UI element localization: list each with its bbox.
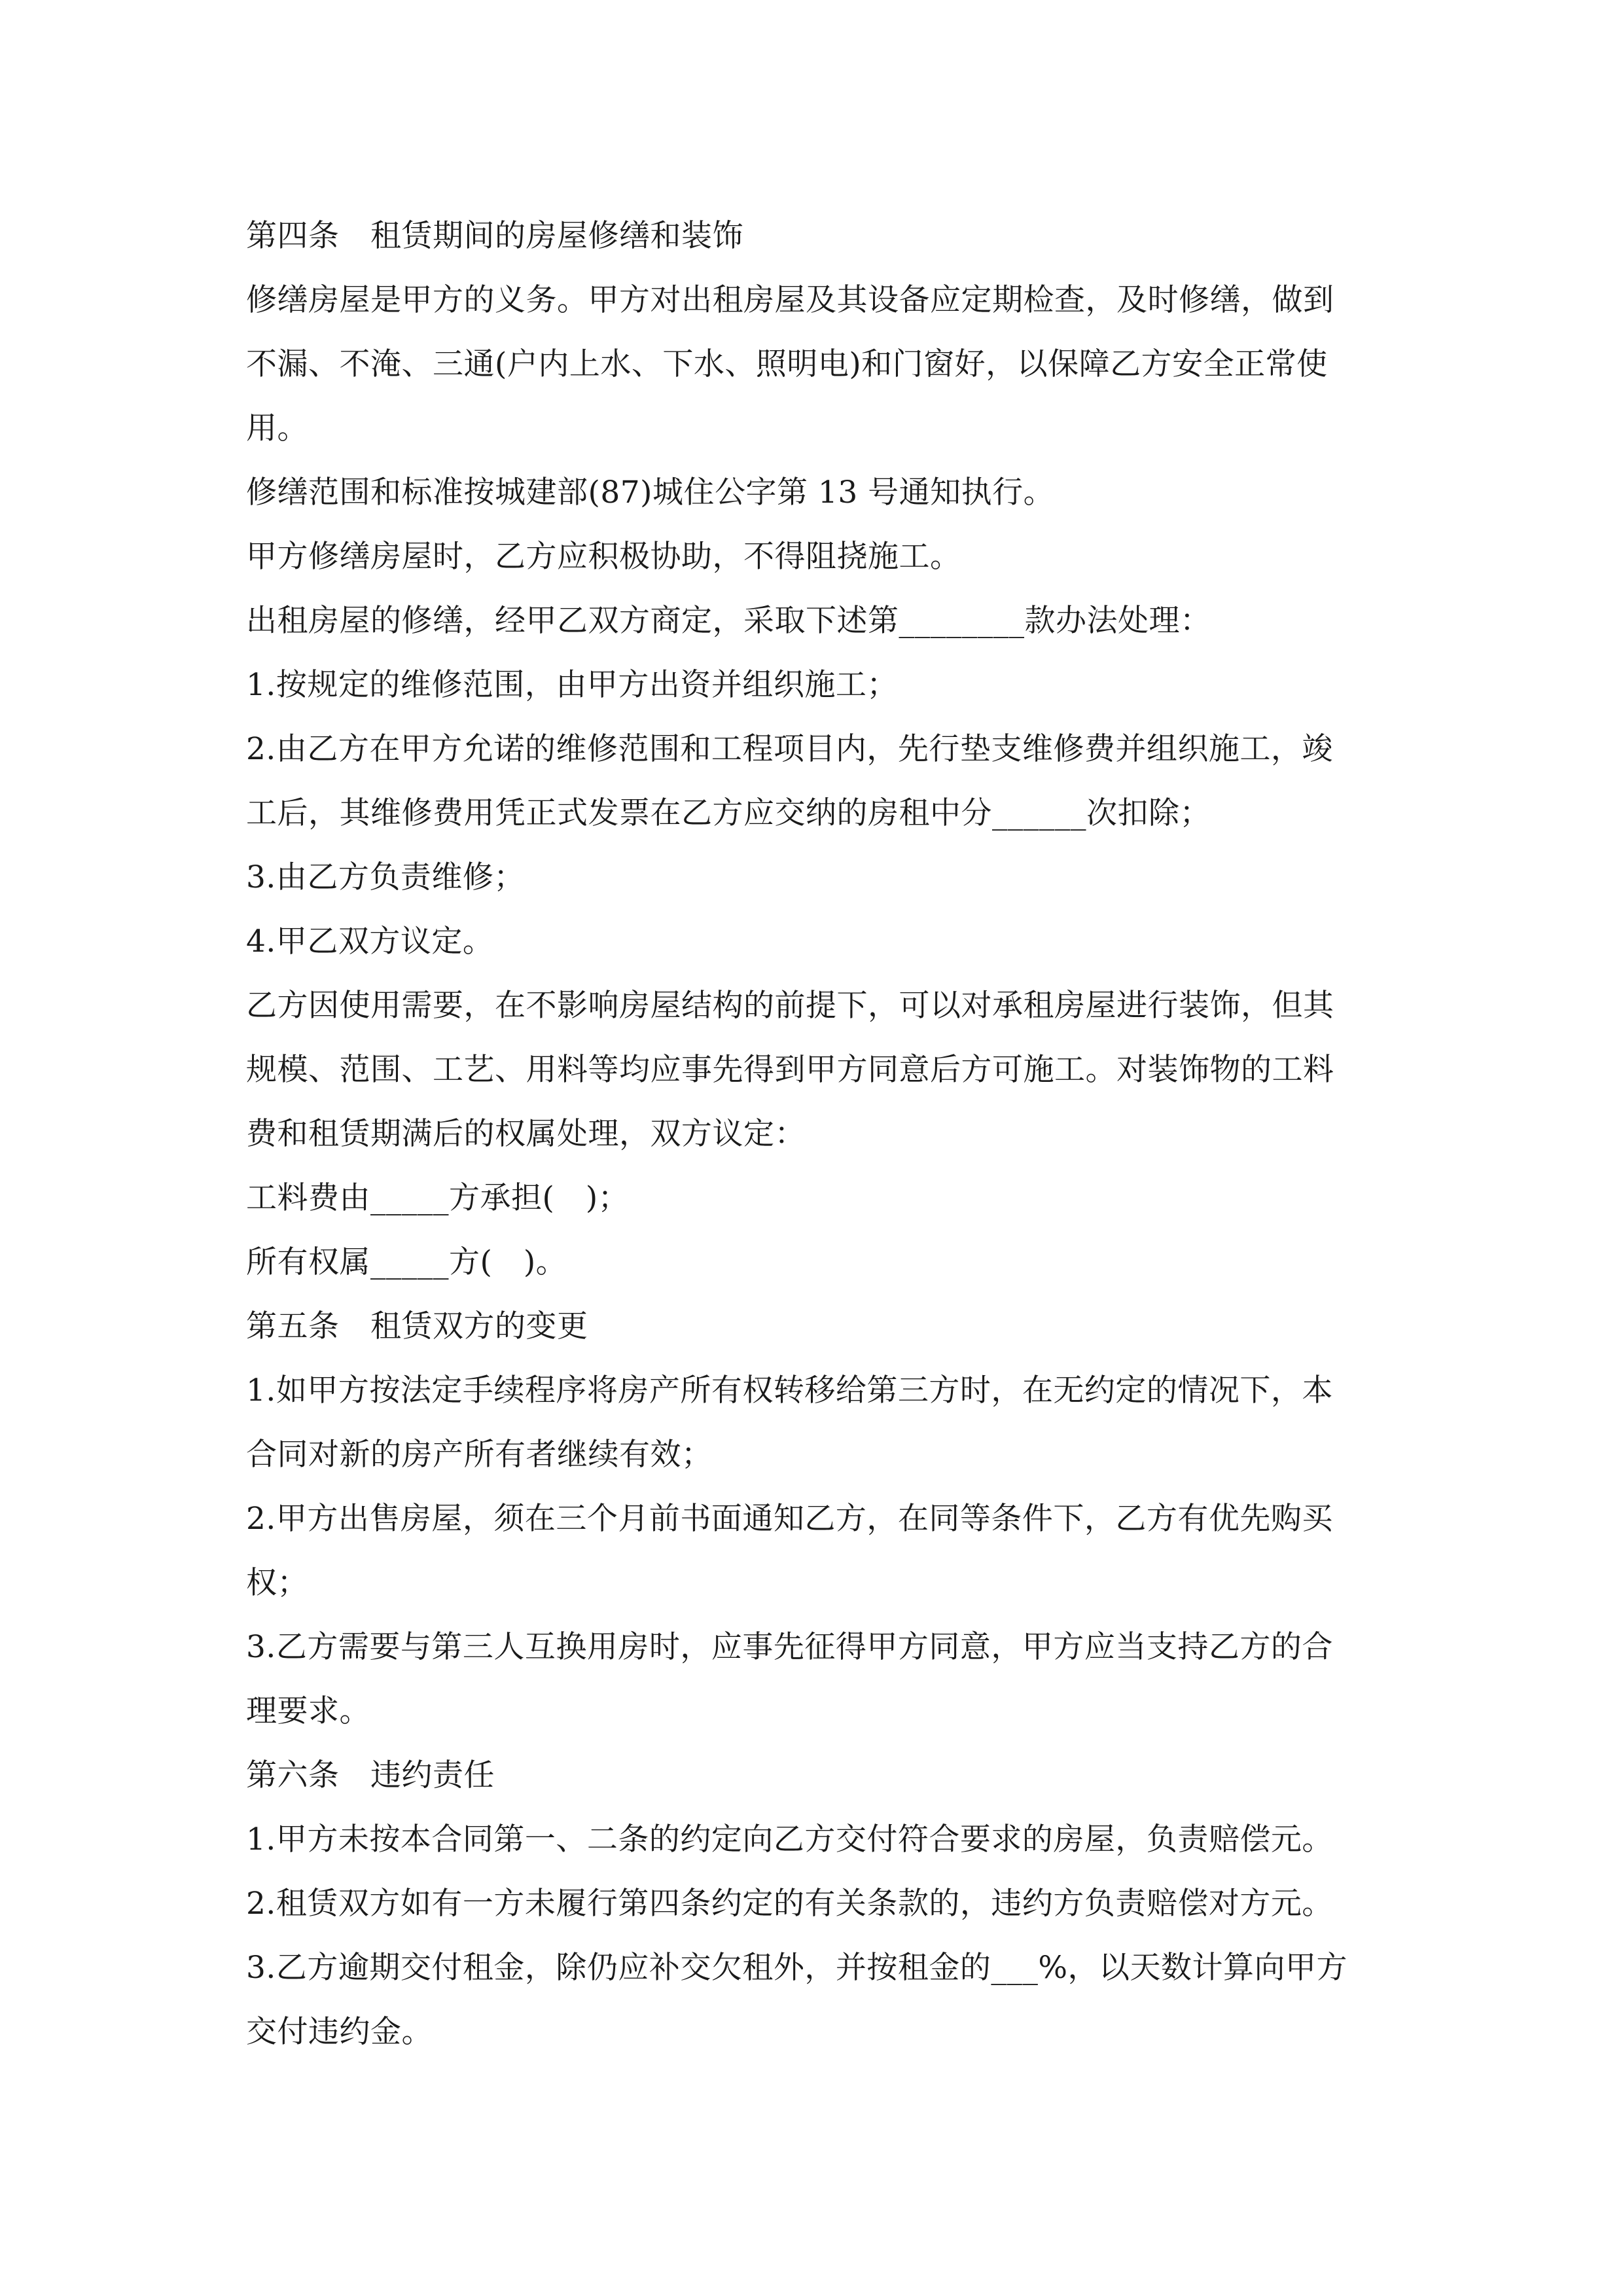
list-item: 1.按规定的维修范围，由甲方出资并组织施工； bbox=[246, 667, 898, 703]
list-item: 2.由乙方在甲方允诺的维修范围和工程项目内，先行垫支维修费并组织施工，竣 bbox=[246, 731, 1333, 767]
list-item: 1.甲方未按本合同第一、二条的约定向乙方交付符合要求的房屋，负责赔偿元。 bbox=[246, 1821, 1333, 1857]
list-item: 3.由乙方负责维修； bbox=[246, 859, 525, 895]
article-6-heading: 第六条 违约责任 bbox=[246, 1757, 495, 1793]
list-item-continued: 工后，其维修费用凭正式发票在乙方应交纳的房租中分______次扣除； bbox=[246, 795, 1211, 831]
article-4-heading: 第四条 租赁期间的房屋修缮和装饰 bbox=[246, 218, 743, 254]
paragraph-line: 修缮范围和标准按城建部(87)城住公字第 13 号通知执行。 bbox=[246, 475, 1055, 511]
list-item-continued: 交付违约金。 bbox=[246, 2014, 433, 2050]
list-item: 3.乙方需要与第三人互换用房时，应事先征得甲方同意，甲方应当支持乙方的合 bbox=[246, 1629, 1333, 1665]
paragraph-line: 甲方修缮房屋时，乙方应积极协助，不得阻挠施工。 bbox=[246, 539, 961, 575]
paragraph-line: 不漏、不淹、三通(户内上水、下水、照明电)和门窗好，以保障乙方安全正常使 bbox=[246, 346, 1328, 382]
paragraph-line: 所有权属_____方( )。 bbox=[246, 1244, 567, 1280]
paragraph-line: 用。 bbox=[246, 410, 308, 446]
list-item: 3.乙方逾期交付租金，除仍应补交欠租外，并按租金的___%，以天数计算向甲方 bbox=[246, 1950, 1347, 1986]
paragraph-line: 费和租赁期满后的权属处理，双方议定： bbox=[246, 1116, 806, 1152]
article-5-heading: 第五条 租赁双方的变更 bbox=[246, 1308, 588, 1344]
list-item-continued: 合同对新的房产所有者继续有效； bbox=[246, 1437, 713, 1473]
list-item: 4.甲乙双方议定。 bbox=[246, 924, 494, 960]
list-item: 2.甲方出售房屋，须在三个月前书面通知乙方，在同等条件下，乙方有优先购买 bbox=[246, 1501, 1333, 1537]
paragraph-line: 出租房屋的修缮，经甲乙双方商定，采取下述第________款办法处理： bbox=[246, 603, 1211, 639]
paragraph-line: 规模、范围、工艺、用料等均应事先得到甲方同意后方可施工。对装饰物的工料 bbox=[246, 1052, 1334, 1088]
paragraph-line: 工料费由_____方承担( )； bbox=[246, 1180, 630, 1216]
list-item: 1.如甲方按法定手续程序将房产所有权转移给第三方时，在无约定的情况下，本 bbox=[246, 1372, 1333, 1408]
paragraph-line: 修缮房屋是甲方的义务。甲方对出租房屋及其设备应定期检查，及时修缮，做到 bbox=[246, 282, 1334, 318]
list-item-continued: 理要求。 bbox=[246, 1693, 370, 1729]
paragraph-line: 乙方因使用需要，在不影响房屋结构的前提下，可以对承租房屋进行装饰，但其 bbox=[246, 988, 1334, 1024]
document-page bbox=[246, 204, 1398, 2064]
list-item-continued: 权； bbox=[246, 1565, 308, 1601]
list-item: 2.租赁双方如有一方未履行第四条约定的有关条款的，违约方负责赔偿对方元。 bbox=[246, 1886, 1333, 1922]
